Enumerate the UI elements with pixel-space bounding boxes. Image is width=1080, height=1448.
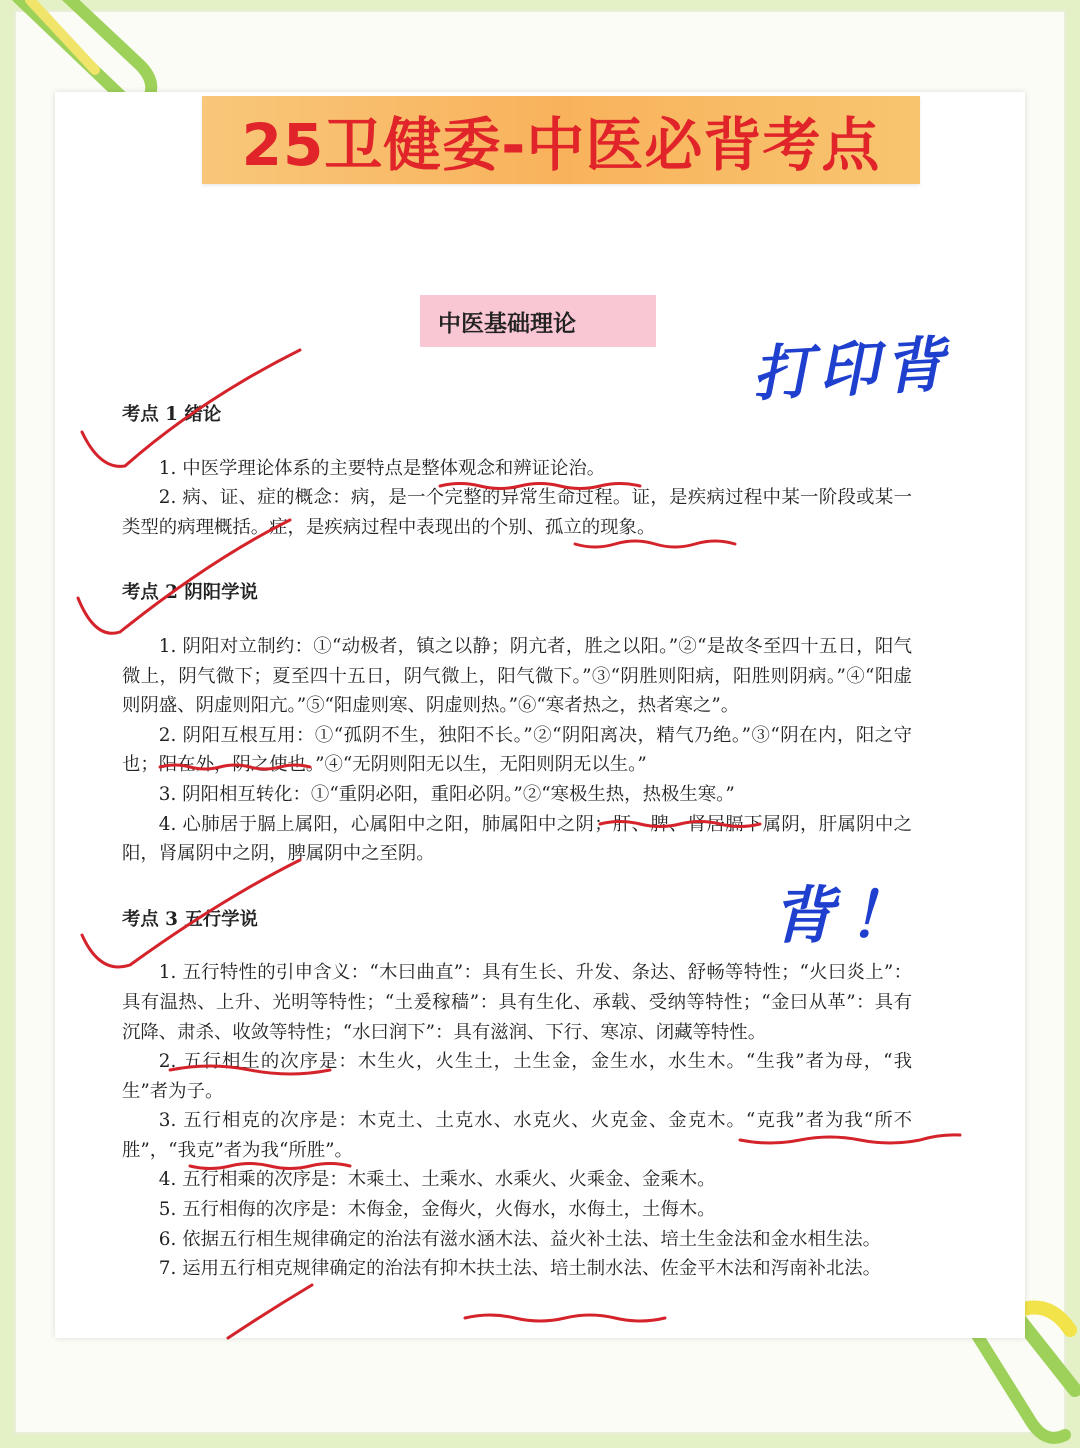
title-banner	[202, 96, 920, 184]
paragraph: 4. 心肺居于膈上属阳，心属阳中之阳，肺属阳中之阴；肝、脾、肾居膈下属阴，肝属阴中之阳，肾属阴中之阴，脾属阴中之至阴。	[122, 813, 912, 865]
paragraph: 3. 阴阳相互转化：①“重阴必阳，重阳必阴。”②“寒极生热，热极生寒。”	[158, 783, 735, 805]
section-heading-2: 考点 2 阴阳学说	[122, 582, 258, 604]
paragraph: 6. 依据五行相生规律确定的治法有滋水涵木法、益火补土法、培土生金法和金水相生法。	[158, 1228, 882, 1250]
paragraph: 7. 运用五行相克规律确定的治法有抑木扶土法、培土制水法、佐金平木法和泻南补北法。	[158, 1258, 882, 1280]
paragraph: 1. 中医学理论体系的主要特点是整体观念和辨证论治。	[158, 457, 606, 479]
handwritten-note-memorize: 背！	[772, 879, 925, 952]
paragraph: 2. 五行相生的次序是：木生火，火生土，土生金，金生水，水生木。“生我”者为母，“我生”者为子。	[122, 1051, 912, 1102]
document-content	[122, 400, 912, 1284]
section-heading-1: 考点 1 绪论	[122, 404, 222, 425]
handwritten-note-print: 打印背	[750, 329, 952, 411]
section-title-box	[420, 295, 656, 347]
paragraph: 5. 五行相侮的次序是：木侮金，金侮火，火侮水，水侮土，土侮木。	[158, 1199, 716, 1221]
section-title: 中医基础理论	[438, 310, 576, 337]
paragraph: 2. 病、证、症的概念：病，是一个完整的异常生命过程。证，是疾病过程中某一阶段或某一类型的病理概括。症，是疾病过程中表现出的个别、孤立的现象。	[122, 487, 912, 538]
paragraph: 4. 五行相乘的次序是：木乘土、土乘水、水乘火、火乘金、金乘木。	[158, 1169, 716, 1191]
paragraph: 2. 阴阳互根互用：①“孤阴不生，独阳不长。”②“阴阳离决，精气乃绝。”③“阴在内，阳之守也；阳在外，阴之使也。”④“无阴则阳无以生，无阳则阴无以生。”	[122, 724, 912, 776]
section-heading-3: 考点 3 五行学说	[122, 908, 258, 930]
paragraph: 1. 五行特性的引申含义：“木曰曲直”：具有生长、升发、条达、舒畅等特性；“火曰炎上”：具有温热、上升、光明等特性；“土爰稼穑”：具有生化、承载、受纳等特性；“金曰从革”：具有沉降、肃杀、收敛等特性；“水曰润下”：具有滋润、下行、寒凉、闭藏等特性。	[122, 962, 912, 1043]
paragraph: 3. 五行相克的次序是：木克土、土克水、水克火、火克金、金克木。“克我”者为我“所不胜”，“我克”者为我“所胜”。	[122, 1110, 912, 1161]
page-title: 25卫健委-中医必背考点	[241, 111, 881, 179]
paragraph: 1. 阴阳对立制约：①“动极者，镇之以静；阴亢者，胜之以阳。”②“是故冬至四十五日，阳气微上，阴气微下；夏至四十五日，阴气微上，阳气微下。”③“阴胜则阳病，阳胜则阴病。”④“阳虚则阴盛、阴虚则阳亢。”⑤“阳虚则寒、阴虚则热。”⑥“寒者热之，热者寒之”。	[122, 635, 912, 717]
